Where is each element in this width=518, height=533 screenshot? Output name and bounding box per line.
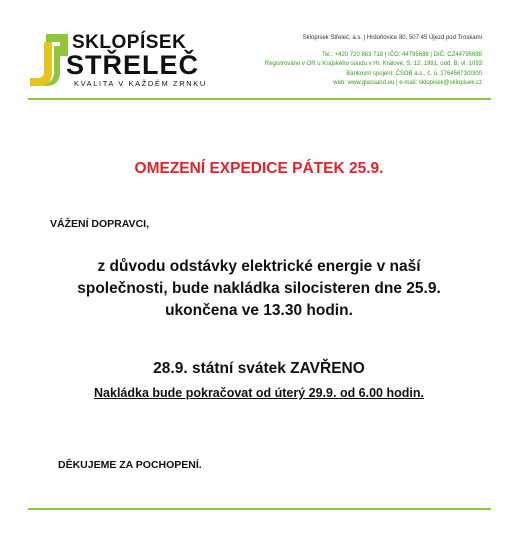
contact-line-2: Registrováno v OR u Krajského soudu v Hr. Králové, S. 12. 1991, odd. B, vl. 1093 xyxy=(264,61,482,68)
notice-thanks: DĚKUJEME ZA POCHOPENÍ. xyxy=(58,459,202,471)
logo-mark-icon xyxy=(30,34,68,86)
logo-line1: SKLOPÍSEK xyxy=(72,32,187,53)
notice-body-line-2: společnosti, bude nakládka silocisteren dne 25.9. xyxy=(77,280,441,297)
company-address: Sklopísek Střeleč, a.s. | Hrdoňovice 80, 507 45 Újezd pod Troskami xyxy=(302,35,482,41)
header-divider xyxy=(28,98,491,100)
company-contact-block xyxy=(265,34,482,88)
footer-divider xyxy=(28,508,491,510)
logo-tagline: KVALITA V KAŽDÉM ZRNKU xyxy=(74,79,207,88)
contact-line-4: web: www.glassand.eu | e-mail: sklopisek@sklopisek.cz xyxy=(333,79,482,86)
notice-greeting: VÁŽENÍ DOPRAVCI, xyxy=(50,218,149,230)
notice-body-line-3: ukončena ve 13.30 hodin. xyxy=(165,302,353,319)
holiday-notice: 28.9. státní svátek ZAVŘENO xyxy=(153,360,365,377)
company-logo xyxy=(30,34,225,92)
contact-line-3: Bankovní spojení: ČSOB a.s., č. ú. 17645673/0300 xyxy=(346,70,482,77)
notice-body-line-1: z důvodu odstávky elektrické energie v naší xyxy=(97,258,421,275)
notice-body xyxy=(0,256,518,322)
notice-title: OMEZENÍ EXPEDICE PÁTEK 25.9. xyxy=(134,160,384,177)
logo-line2: STŘELEČ xyxy=(66,50,200,80)
resume-notice: Nakládka bude pokračovat od úterý 29.9. od 6.00 hodin. xyxy=(94,386,424,400)
contact-line-1: Tel.: +420 720 863 718 | IČO: 44795688 | DIČ: CZ44795688 xyxy=(321,52,482,59)
